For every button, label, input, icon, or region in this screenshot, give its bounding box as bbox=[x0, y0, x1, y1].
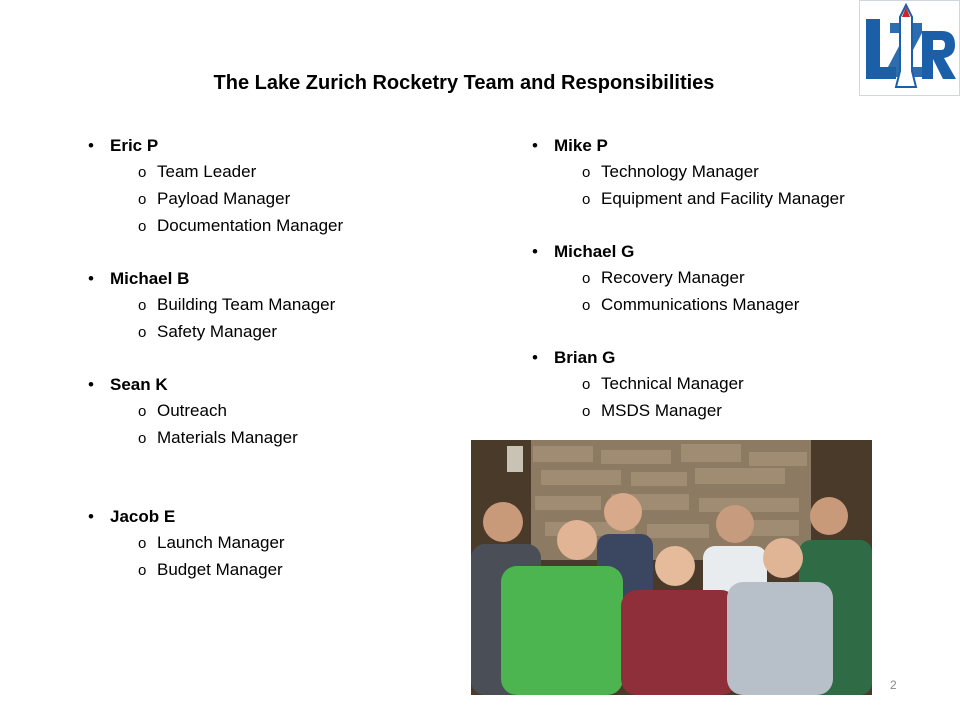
team-member bbox=[88, 372, 343, 452]
role-item: o Communications Manager bbox=[532, 292, 845, 319]
sub-bullet-icon: o bbox=[582, 164, 591, 181]
role-item: o Launch Manager bbox=[88, 530, 343, 557]
role-item: o Technology Manager bbox=[532, 159, 845, 186]
sub-bullet-icon: o bbox=[138, 218, 147, 235]
sub-bullet-icon: o bbox=[138, 535, 147, 552]
sub-bullet-icon: o bbox=[138, 562, 147, 579]
team-member bbox=[532, 345, 845, 425]
bullet-icon: • bbox=[532, 136, 538, 155]
team-member bbox=[88, 133, 343, 240]
bullet-icon: • bbox=[88, 269, 94, 288]
role-item: o Materials Manager bbox=[88, 425, 343, 452]
page-number: 2 bbox=[890, 678, 897, 692]
member-name: Michael G bbox=[554, 242, 635, 261]
team-member bbox=[88, 504, 343, 584]
member-name: Brian G bbox=[554, 348, 616, 367]
bullet-icon: • bbox=[532, 242, 538, 261]
sub-bullet-icon: o bbox=[582, 403, 591, 420]
role-item: o MSDS Manager bbox=[532, 398, 845, 425]
role-item: o Team Leader bbox=[88, 159, 343, 186]
member-name: Eric P bbox=[110, 136, 159, 155]
role-item: o Equipment and Facility Manager bbox=[532, 186, 845, 213]
team-photo bbox=[471, 440, 872, 695]
role-item: o Recovery Manager bbox=[532, 265, 845, 292]
role-item: o Payload Manager bbox=[88, 186, 343, 213]
lzr-logo bbox=[859, 0, 960, 96]
rocket-logo-icon bbox=[860, 1, 959, 95]
sub-bullet-icon: o bbox=[582, 270, 591, 287]
sub-bullet-icon: o bbox=[582, 191, 591, 208]
sub-bullet-icon: o bbox=[138, 297, 147, 314]
slide-title: The Lake Zurich Rocketry Team and Responsibilities bbox=[213, 72, 715, 94]
member-name: Michael B bbox=[110, 269, 190, 288]
team-photo-image bbox=[471, 440, 872, 695]
sub-bullet-icon: o bbox=[138, 324, 147, 341]
role-item: o Technical Manager bbox=[532, 371, 845, 398]
member-name: Sean K bbox=[110, 375, 168, 394]
sub-bullet-icon: o bbox=[138, 403, 147, 420]
sub-bullet-icon: o bbox=[138, 430, 147, 447]
bullet-icon: • bbox=[88, 136, 94, 155]
sub-bullet-icon: o bbox=[582, 297, 591, 314]
role-item: o Outreach bbox=[88, 398, 343, 425]
team-member bbox=[532, 239, 845, 319]
member-name: Jacob E bbox=[110, 507, 176, 526]
bullet-icon: • bbox=[88, 375, 94, 394]
role-item: o Documentation Manager bbox=[88, 213, 343, 240]
role-item: o Safety Manager bbox=[88, 319, 343, 346]
bullet-icon: • bbox=[88, 507, 94, 526]
role-item: o Budget Manager bbox=[88, 557, 343, 584]
sub-bullet-icon: o bbox=[138, 191, 147, 208]
sub-bullet-icon: o bbox=[582, 376, 591, 393]
bullet-icon: • bbox=[532, 348, 538, 367]
team-member bbox=[532, 133, 845, 213]
team-member bbox=[88, 266, 343, 346]
left-column bbox=[88, 133, 343, 584]
member-name: Mike P bbox=[554, 136, 608, 155]
role-item: o Building Team Manager bbox=[88, 292, 343, 319]
right-column bbox=[532, 133, 845, 425]
sub-bullet-icon: o bbox=[138, 164, 147, 181]
